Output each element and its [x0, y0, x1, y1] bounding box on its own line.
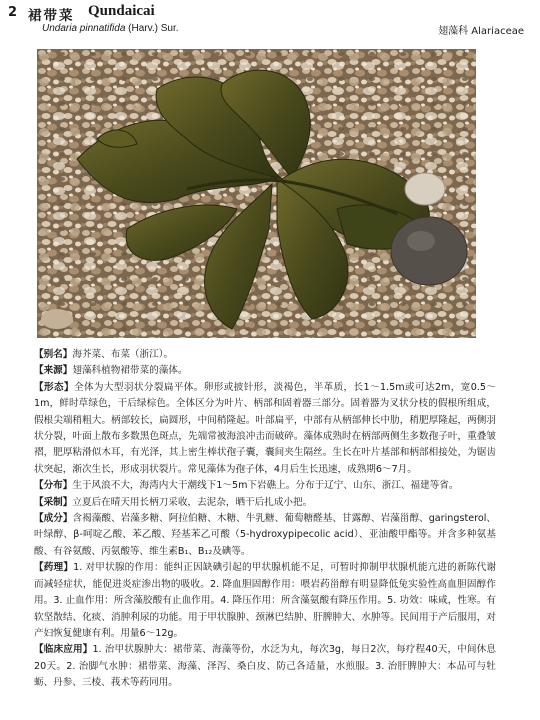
section-morphology — [34, 380, 496, 478]
herb-pinyin: Qundaicai — [88, 3, 155, 19]
section-body: 1. 治甲状腺肿大：裙带菜、海藻等份，水泛为丸，每次3g，每日2次，每疗程40天，中间休息20天。2. 治脚气水肿：裙带菜、海藻、泽泻、桑白皮、防己各适量，水煎服。3. 治肝脾肿大：本品可与牡蛎、丹参、三棱、莪术等药同用。 — [34, 644, 496, 689]
section-body: 立夏后在晴天用长柄刀采收，去泥杂，晒干后扎成小把。 — [72, 496, 313, 508]
section-composition — [34, 511, 496, 560]
section-label: 【药理】 — [34, 562, 74, 574]
entry-number: 2 — [8, 5, 18, 20]
latin-name — [42, 23, 179, 34]
section-body: 生于风浪不大，海湾内大干潮线下1～5m下岩礁上。分布于辽宁、山东、浙江、福建等省。 — [72, 480, 459, 492]
section-body: 翅藻科植物裙带菜的藻体。 — [72, 365, 188, 377]
section-label: 【别名】 — [34, 349, 73, 360]
page-header — [0, 0, 540, 50]
section-body: 海芥菜、布菜（浙江）。 — [72, 349, 174, 360]
family-name: 翅藻科 Alariaceae — [438, 26, 524, 37]
section-label: 【临床应用】 — [34, 644, 93, 656]
section-label: 【成分】 — [34, 513, 73, 525]
section-label: 【分布】 — [34, 480, 73, 492]
section-distribution — [34, 478, 496, 494]
section-body: 1. 对甲状腺的作用：能纠正因缺碘引起的甲状腺机能不足，可暂时抑制甲状腺机能亢进的新陈代谢而减轻症状，能促进炎症渗出物的吸收。2. 降血胆固醇作用：喂岩药甾醇有明显降低兔实验性高血胆固醇作用。3. 止血作用：所含藻胶酸有止血作用。4. 降压作用：所含藻氨酸有降压作用。5. 功效：味咸，性寒。有软坚散结、化痰、消肿利尿的功能。用于甲状腺肿、颈淋巴结肿、肝脾肿大、水肿等。民间用于产后服用，对产妇恢复健康有利。用量6～12g。 — [34, 562, 497, 639]
specimen-photo — [37, 49, 476, 338]
section-pharmacology — [34, 560, 496, 642]
section-collection — [34, 495, 496, 511]
latin-author: (Harv.) Sur. — [125, 23, 179, 34]
section-source — [34, 363, 496, 379]
herb-chinese-name: 裙带菜 — [28, 8, 75, 24]
section-clinical-use — [34, 642, 496, 691]
section-label: 【采制】 — [34, 496, 73, 508]
section-body: 全体为大型羽状分裂扁平体。卵形或披针形，淡褐色，半革质，长1～1.5m或可达2m，宽0.5～1m，鲜时草绿色，干后绿棕色。全体区分为叶片、柄部和固着器三部分。固着器为叉状分枝的假根所组成，假根尖端稍粗大。柄部较长，扁圆形，中间稍隆起。叶部扁平，中部有从柄部伸长中肋，稍肥厚隆起，两侧羽状分裂，叶面上散布多数黑色斑点，先端常被海浪冲击而破碎。藻体成熟时在柄部两侧生多数孢子叶，重叠皱褶，肥厚粘滑似木耳，有光泽，其上密生棒状孢子囊，囊间夹生隔丝。生长在叶片基部和柄部相接处，为锯齿状突起，渐次生长，形成羽状裂片。常见藻体为孢子体，4月后生长迅速，成熟期6～7月。 — [34, 381, 497, 475]
seaweed-on-gravel-image — [37, 49, 476, 338]
section-alias — [34, 347, 496, 363]
section-label: 【形态】 — [34, 381, 74, 393]
section-body: 含褐藻酸、岩藻多糖、阿拉伯糖、木糖、牛乳糖、葡萄糖醛基、甘露醇、岩藻甾醇、garingsterol、叶绿醇、β-呵啶乙酸、苯乙酸、羟基苯乙可酸（5-hydroxypipecolic acid）、亚油酸甲酯等。并含多种氨基酸、有谷氨酸、丙氨酸等、维生素B₁、B₁₂及碘等。 — [34, 513, 497, 557]
section-label: 【来源】 — [34, 365, 73, 377]
latin-genus-species: Undaria pinnatifida — [42, 23, 126, 34]
monograph-text — [34, 347, 496, 692]
